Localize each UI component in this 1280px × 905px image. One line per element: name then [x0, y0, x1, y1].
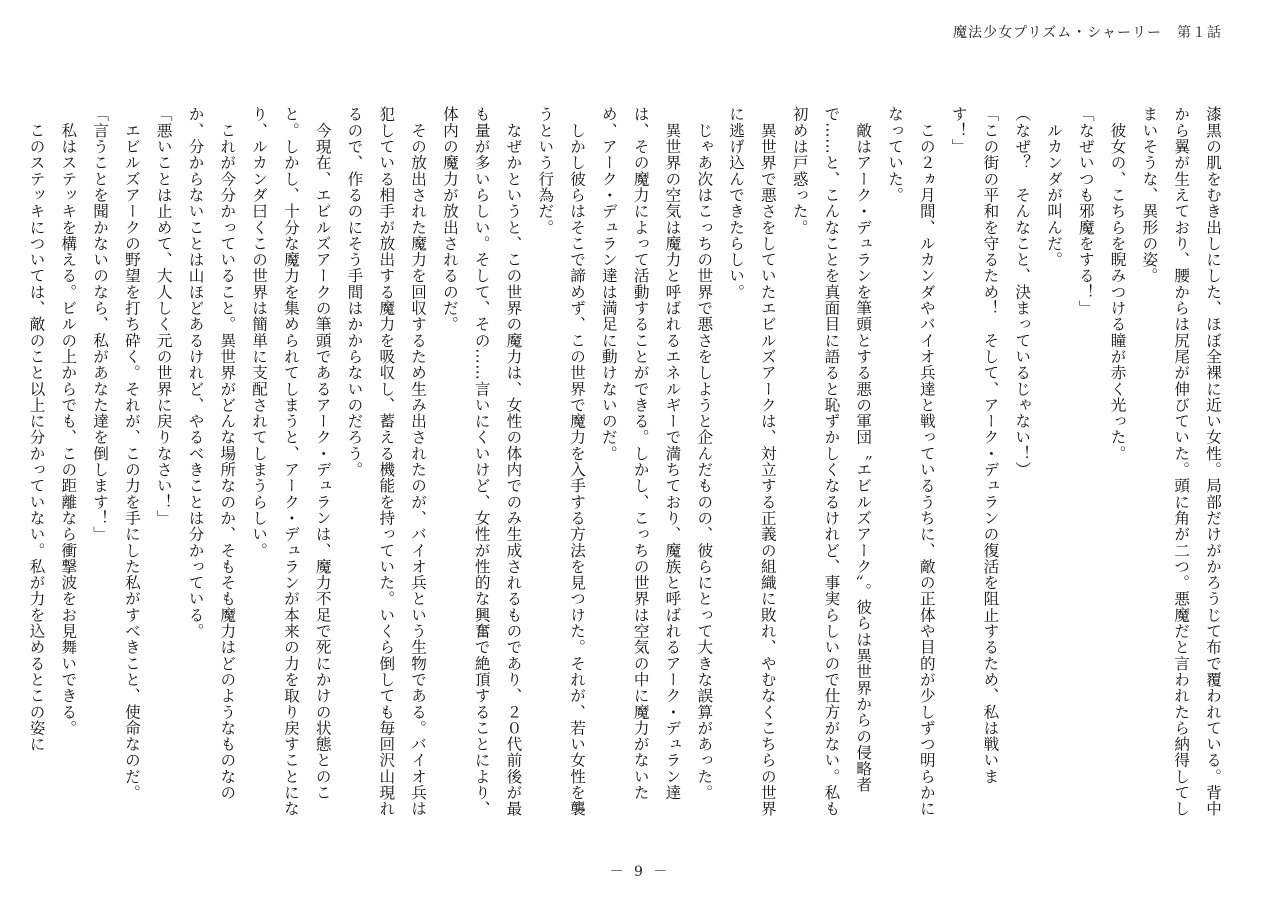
paragraph: 今現在、エビルズアークの筆頭であるアーク・デュランは、魔力不足で死にかけの状態とのこと。しかし、十分な魔力を集められてしまうと、アーク・デュランが本来の力を取り戻すことになり、ルカンダ曰くこの世界は簡単に支配されてしまうらしい。 [250, 106, 332, 817]
paragraph: エビルズアークの野望を打ち砕く。それが、この力を手にした私がすべきこと、使命なのだ。 [122, 106, 141, 801]
inner-thought: （なぜ？ そんなこと、決まっているじゃない！） [1013, 106, 1032, 478]
running-header: 魔法少女プリズム・シャーリー 第１話 [953, 25, 1222, 41]
dialogue-line: 「この街の平和を守るため！ そして、アーク・デュランの復活を阻止するため、私は戦います！」 [949, 106, 1000, 785]
page-number: － 9 － [609, 864, 671, 880]
dialogue-line: 「言うことを聞かないのなら、私があなた達を倒します！」 [91, 106, 110, 543]
paragraph: 異世界で悪さをしていたエビルズアークは、対立する正義の組織に敗れ、やむなくこちらの世界に逃げ込んできたらしい。 [727, 106, 777, 817]
paragraph: 彼女の、こちらを睨みつける瞳が赤く光った。 [1108, 106, 1127, 462]
paragraph: この２ヵ月間、ルカンダやバイオ兵達と戦っているうちに、敵の正体や目的が少しずつ明らかになっていた。 [886, 106, 936, 817]
paragraph: なぜかというと、この世界の魔力は、女性の体内でのみ生成されるものであり、２０代前後が最も量が多いらしい。そして、その……言いにくいけど、女性が性的な興奮で絶頂することにより、体内の魔力が放出されるのだ。 [440, 106, 523, 817]
paragraph: じゃあ次はこっちの世界で悪さをしようと企んだものの、彼らにとって大きな誤算があった。 [695, 106, 714, 801]
paragraph: 異世界の空気は魔力と呼ばれるエネルギーで満ちており、魔族と呼ばれるアーク・デュラン達は、その魔力によって活動することができる。しかし、こっちの世界は空気の中に魔力がないため、アーク・デュラン達は満足に動けないのだ。 [599, 106, 682, 801]
paragraph: これが今分かっていること。異世界がどんな場所なのか、そもそも魔力はどのようなものなのか、分からないことは山ほどあるけれど、やるべきことは分かっている。 [186, 106, 237, 801]
paragraph: しかし彼らはそこで諦めず、この世界で魔力を入手する方法を見つけた。それが、若い女性を襲うという行為だ。 [536, 106, 587, 817]
dialogue-line: 「なぜいつも邪魔をする！」 [1076, 106, 1095, 316]
vertical-body-text [27, 106, 1228, 818]
paragraph: このステッキについては、敵のこと以上に分かっていない。私が力を込めるとこの姿に [27, 106, 46, 752]
paragraph: 私はステッキを構える。ビルの上からでも、この距離なら衝撃波をお見舞いできる。 [59, 106, 78, 736]
paragraph: 敵はアーク・デュランを筆頭とする悪の軍団〝エビルズアーク〟。彼らは異世界からの侵略者で……と、こんなことを真面目に語ると恥ずかしくなるけれど、事実らしいので仕方がない。私も初めは戸惑った。 [790, 106, 873, 817]
dialogue-line: 「悪いことは止めて、大人しく元の世界に戻りなさい！」 [154, 106, 173, 526]
paragraph: その放出された魔力を回収するため生み出されたのが、バイオ兵という生物である。バイオ兵は犯している相手が放出する魔力を吸収し、蓄える機能を持っていた。いくら倒しても毎回沢山現れるので、作るのにそう手間はかからないのだろう。 [345, 106, 428, 817]
paragraph: 漆黒の肌をむき出しにした、ほぼ全裸に近い女性。局部だけがかろうじて布で覆われている。背中から翼が生えており、腰からは尻尾が伸びていた。頭に角が二つ。悪魔だと言われたら納得してしまいそうな、異形の姿。 [1140, 106, 1222, 817]
paragraph: ルカンダが叫んだ。 [1045, 106, 1064, 268]
